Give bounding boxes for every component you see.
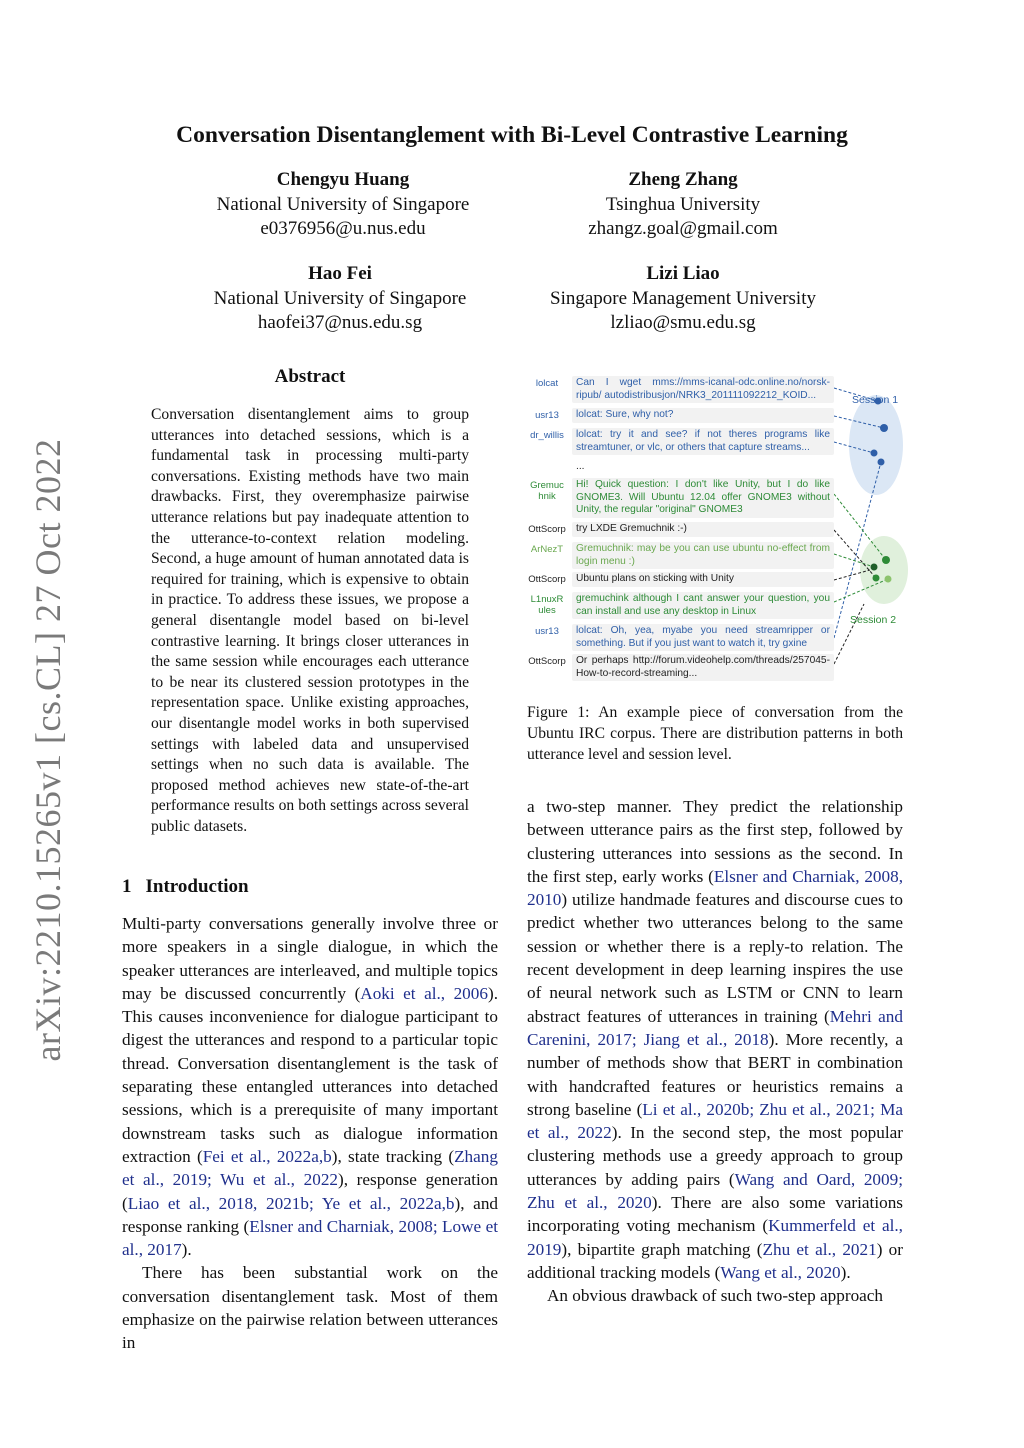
left-column xyxy=(122,912,498,1355)
text-run: Multi-party conversations generally involve three or more speakers in a single dialogue, in which the speaker utterances are interleaved, and multiple topics may be discussed concurrently ( xyxy=(122,914,498,1003)
text-run: ), response generation ( xyxy=(122,1170,498,1213)
utterance-text: lolcat: Oh, yea, myabe you need streamripper or something. But if you just want to watch it, try gxine xyxy=(572,624,834,651)
utterance-speaker: dr_willis xyxy=(530,430,564,441)
paragraph xyxy=(527,795,903,1284)
utterance-speaker: OttScorp xyxy=(528,656,566,667)
citation-link[interactable]: Fei et al., 2022a,b xyxy=(202,1146,332,1166)
citation-link[interactable]: Elsner and Charniak, 2008, 2010 xyxy=(527,866,903,910)
paper-title: Conversation Disentanglement with Bi-Level Contrastive Learning xyxy=(176,122,848,148)
author-name: Hao Fei xyxy=(308,263,372,284)
abstract-text: Conversation disentanglement aims to group utterances into detached sessions, which is a fundamental task in processing multi-party conversations. Existing methods have two main drawbacks. First, they overemphasize pairwise utterance relations but pay inadequate attention to the utterance-to-context relation modeling. Second, a huge amount of human annotated data is required for training, which is expensive to obtain in practice. To address these issues, we propose a general disentangle model based on bi-level contrastive learning. It brings closer utterances in the same session while encourages each utterance to be near its clustered session prototypes in the representation space. Unlike existing approaches, our disentangle model works in both supervised settings with labeled data and unsupervised settings when no such data is available. The proposed method achieves new state-of-the-art performance results on both settings across several public datasets. xyxy=(151,406,469,835)
author-block xyxy=(533,168,833,242)
citation-link[interactable]: Elsner and Charniak, 2008; Lowe et al., 2017 xyxy=(122,1216,498,1260)
text-run: ). In the second step, the most popular clustering methods use a greedy approach to group utterances by adding pairs ( xyxy=(527,1123,903,1189)
author-affiliation: National University of Singapore xyxy=(216,193,470,215)
paragraph xyxy=(122,1261,498,1354)
citation-link[interactable]: Wang et al., 2020 xyxy=(720,1262,841,1282)
author-name: Zheng Zhang xyxy=(628,169,738,190)
text-run: ). xyxy=(181,1240,192,1260)
figure-caption: Figure 1: An example piece of conversation from the Ubuntu IRC corpus. There are distribution patterns in both utterance level and session level. xyxy=(527,704,903,763)
author-email: haofei37@nus.edu.sg xyxy=(257,312,423,333)
text-run: ), state tracking ( xyxy=(331,1146,455,1166)
utterance-text: Ubuntu plans on sticking with Unity xyxy=(572,572,834,587)
author-affiliation: Singapore Management University xyxy=(550,287,816,309)
utterance-text: ... xyxy=(576,461,585,472)
citation-link[interactable]: Kummerfeld et al., 2019 xyxy=(527,1216,903,1259)
text-run: ). There are also some variations incorporating voting mechanism ( xyxy=(527,1193,903,1236)
text-run: ). More recently, a number of methods show that BERT in combination with handcrafted features or heuristics remains a strong baseline ( xyxy=(527,1029,904,1119)
citation-link[interactable]: Zhang et al., 2019; Wu et al., 2022 xyxy=(122,1146,498,1190)
citation-link[interactable]: Wang and Oard, 2009; Zhu et al., 2020 xyxy=(527,1169,903,1213)
section-title: Introduction xyxy=(145,876,249,897)
session-1-cluster xyxy=(849,395,903,495)
utterance-text: Or perhaps http://forum.videohelp.com/threads/257045-How-to-record-streaming... xyxy=(572,654,834,681)
utterance-speaker: L1nuxR ules xyxy=(530,594,564,616)
paragraph xyxy=(527,1284,903,1307)
author-affiliation: National University of Singapore xyxy=(213,287,467,309)
text-run: ). This causes inconvenience for dialogue participant to digest the utterances and respond to a particular topic thread. Conversation disentanglement is the task of separating these entangled utterances into detached sessions, which is a prerequisite of many important downstream tasks such as dialogue information extraction ( xyxy=(122,983,498,1166)
text-run: ). xyxy=(840,1262,851,1282)
author-name: Chengyu Huang xyxy=(276,169,410,190)
author-affiliation: Tsinghua University xyxy=(605,193,761,215)
text-run: ), and response ranking ( xyxy=(122,1193,499,1236)
section-number: 1 xyxy=(122,876,132,897)
author-email: lzliao@smu.edu.sg xyxy=(610,312,756,333)
utterance-text: gremuchink although I cant answer your question, you can install and use any desktop in Linux xyxy=(572,592,834,619)
citation-link[interactable]: Mehri and Carenini, 2017; Jiang et al., 2018 xyxy=(527,1006,903,1049)
utterance-text: lolcat: Sure, why not? xyxy=(572,408,834,423)
author-block xyxy=(193,168,493,242)
text-run: a two-step manner. They predict the relationship between utterance pairs as the first step, followed by clustering utterances into sessions as the second. In the first step, early works ( xyxy=(527,797,903,886)
utterance-text: Hi! Quick question: I don't like Unity, but I do like GNOME3. Will Ubuntu 12.04 offer GNOME3 without Unity, the regular "original" GNOME3 xyxy=(572,478,834,518)
utterance-text: lolcat: try it and see? if not theres programs like streamtuner, or vlc, or others that capture streams... xyxy=(572,428,834,455)
utterance-speaker: usr13 xyxy=(535,410,559,421)
utterance-speaker: usr13 xyxy=(535,626,559,637)
author-block xyxy=(518,262,848,336)
author-email: zhangz.goal@gmail.com xyxy=(588,218,778,239)
paragraph xyxy=(122,912,498,1261)
text-run: An obvious drawback of such two-step approach xyxy=(547,1286,884,1306)
text-run: ) utilize handmade features and discourse cues to predict whether two utterances belong to the same session or whether there is a reply-to relation. The recent development in deep learning inspires the use of neural network such as LSTM or CNN to learn abstract features of utterances in training ( xyxy=(527,890,903,1026)
author-name: Lizi Liao xyxy=(646,263,720,284)
citation-link[interactable]: Zhu et al., 2021 xyxy=(762,1239,877,1259)
session-2-label: Session 2 xyxy=(850,614,897,626)
utterance-speaker: OttScorp xyxy=(528,524,566,535)
right-column xyxy=(527,795,903,1308)
utterance-speaker: Gremuc hnik xyxy=(530,480,564,502)
section-heading xyxy=(122,876,249,898)
session-2-cluster xyxy=(860,536,908,604)
author-block xyxy=(190,262,490,336)
utterance-speaker: OttScorp xyxy=(528,574,566,585)
author-email: e0376956@u.nus.edu xyxy=(260,218,426,239)
utterance-text: try LXDE Gremuchnik :-) xyxy=(572,522,834,537)
text-run: ) or additional tracking models ( xyxy=(527,1239,903,1282)
utterance-speaker: lolcat xyxy=(535,378,559,389)
citation-link[interactable]: Aoki et al., 2006 xyxy=(360,983,488,1003)
text-run: ), bipartite graph matching ( xyxy=(561,1239,763,1259)
figure-1 xyxy=(524,370,908,686)
abstract-heading: Abstract xyxy=(274,366,346,387)
utterance-speaker: ArNezT xyxy=(530,544,564,555)
arxiv-stamp: arXiv:2210.15265v1 [cs.CL] 27 Oct 2022 xyxy=(28,438,68,1062)
session-1-label: Session 1 xyxy=(852,394,899,406)
citation-link[interactable]: Liao et al., 2018, 2021b; Ye et al., 2022a,b xyxy=(127,1193,455,1213)
utterance-text: Can I wget mms://mms-icanal-odc.online.no/norsk-ripub/ autodistribusjon/NRK3_201111092212_KOID... xyxy=(572,376,834,403)
utterance-text: Gremuchnik: may be you can use ubuntu no-effect from login menu :) xyxy=(572,542,834,569)
citation-link[interactable]: Li et al., 2020b; Zhu et al., 2021; Ma et al., 2022 xyxy=(527,1099,903,1143)
text-run: There has been substantial work on the conversation disentanglement task. Most of them emphasize on the pairwise relation between utterances in xyxy=(122,1263,498,1353)
